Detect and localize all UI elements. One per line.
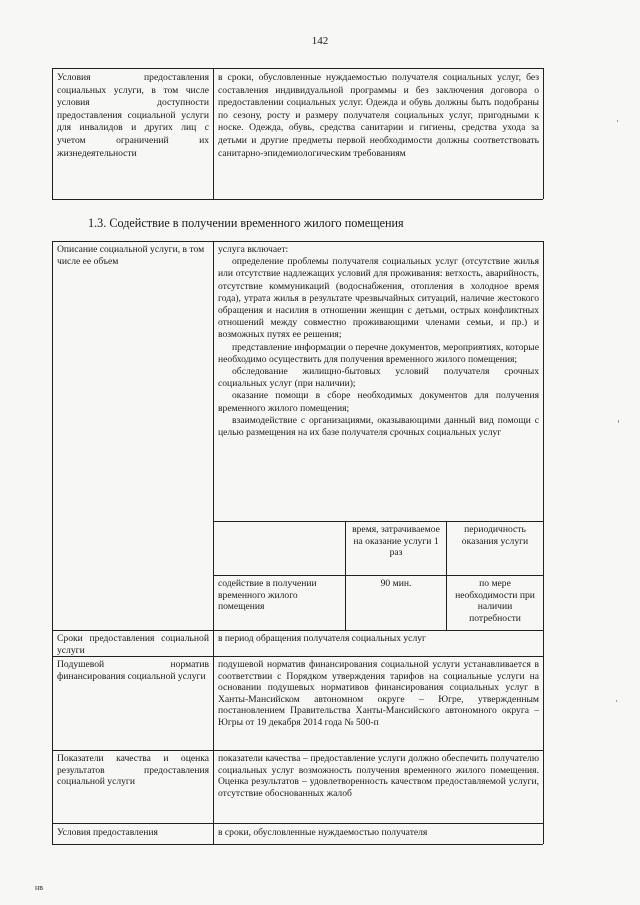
description-item: обследование жилищно-бытовых условий получателя срочных социальных услуг (при наличии); bbox=[218, 366, 539, 390]
conditions-label: Условия предоставления социальных услуги, в том числе условия доступности предоставления социальной услуги для инвалидов и других лиц с учетом ограничений их жизнедеятельности bbox=[57, 72, 209, 159]
terms-value: в период обращения получателя социальных услуг bbox=[218, 633, 426, 644]
scan-speck bbox=[616, 700, 617, 702]
description-intro: услуга включает: bbox=[218, 244, 289, 255]
subtable-service-name: содействие в получении временного жилого помещения bbox=[218, 578, 317, 613]
description-item: определение проблемы получателя социальных услуг (отсутствие жилья или отсутствие надлежащих условий для проживания: ветхость, аварийность, отсутствие коммуникаций (водоснабжения, отопления в холодное время года), утрата жилья в результате чрезвычайных ситуаций, наличие жестокого обращения и насилия в отношении женщин с детьми, острых конфликтных отношений между совместно проживающими членами семьи, и пр.) и возможных путях ее решения; bbox=[218, 256, 539, 341]
conditions-value: в сроки, обусловленные нуждаемостью получателя социальных услуг, без составления индивидуальной программы и без заключения договора о предоставлении социальных услуг. Одежда и обувь должны быть подобраны по сезону, росту и размеру получателя социальных услуг, пригодными к носке. Одежда, обувь, средства санитарии и гигиены, средства ухода за детьми и другие предметы первой необходимости должны соответствовать санитарно-эпидемиологическим требованиям bbox=[218, 72, 539, 159]
quality-label: Показатели качества и оценка результатов предоставления социальной услуги bbox=[57, 753, 209, 788]
subtable-service-time: 90 мин. bbox=[380, 578, 412, 589]
conditions-value-next: в сроки, обусловленные нуждаемостью получателя bbox=[218, 827, 428, 838]
subtable-header-frequency: периодичность оказания услуги bbox=[461, 524, 529, 547]
description-item: представление информации о перечне документов, мероприятиях, которые необходимо осуществить для получения временного жилого помещения; bbox=[218, 341, 539, 365]
scan-speck bbox=[618, 420, 619, 423]
description-label: Описание социальной услуги, в том числе ее объем bbox=[57, 244, 205, 267]
description-item: оказание помощи в сборе необходимых документов для получения временного жилого помещения; bbox=[218, 390, 539, 414]
description-item: взаимодействие с организациями, оказывающими данный вид помощи с целью размещения на их базе получателя срочных социальных услуг bbox=[218, 414, 539, 439]
page-number: 142 bbox=[311, 35, 329, 47]
financing-value: подушевой норматив финансирования социальной услуги устанавливается в соответствии с Порядком утверждения тарифов на социальные услуги на основании подушевых нормативов финансирования социальных услуг в Ханты-Мансийском автономном округе – Югре, утвержденным постановлением Правительства Ханты-Мансийского автономного округа – Югры от 19 декабря 2014 года № 500-п bbox=[218, 659, 539, 728]
terms-label: Сроки предоставления социальной услуги bbox=[57, 633, 209, 656]
scan-speck bbox=[617, 120, 618, 122]
subtable-service-frequency: по мере необходимости при наличии потребности bbox=[455, 578, 535, 624]
conditions-label-next: Условия предоставления bbox=[57, 827, 158, 838]
financing-label: Подушевой норматив финансирования социальной услуги bbox=[57, 659, 209, 682]
description-value bbox=[214, 243, 543, 440]
subtable-header-time: время, затрачиваемое на оказание услуги 1 раз bbox=[352, 524, 440, 559]
quality-value: показатели качества – предоставление услуги должно обеспечить получателю социальных услуг возможность получения временного жилого помещения. Оценка результатов – удовлетворенность качеством предоставляемой услуги, отсутствие обоснованных жалоб bbox=[218, 753, 539, 799]
footer-mark: нв bbox=[35, 883, 44, 892]
section-heading: 1.3. Содействие в получении временного жилого помещения bbox=[88, 216, 404, 230]
